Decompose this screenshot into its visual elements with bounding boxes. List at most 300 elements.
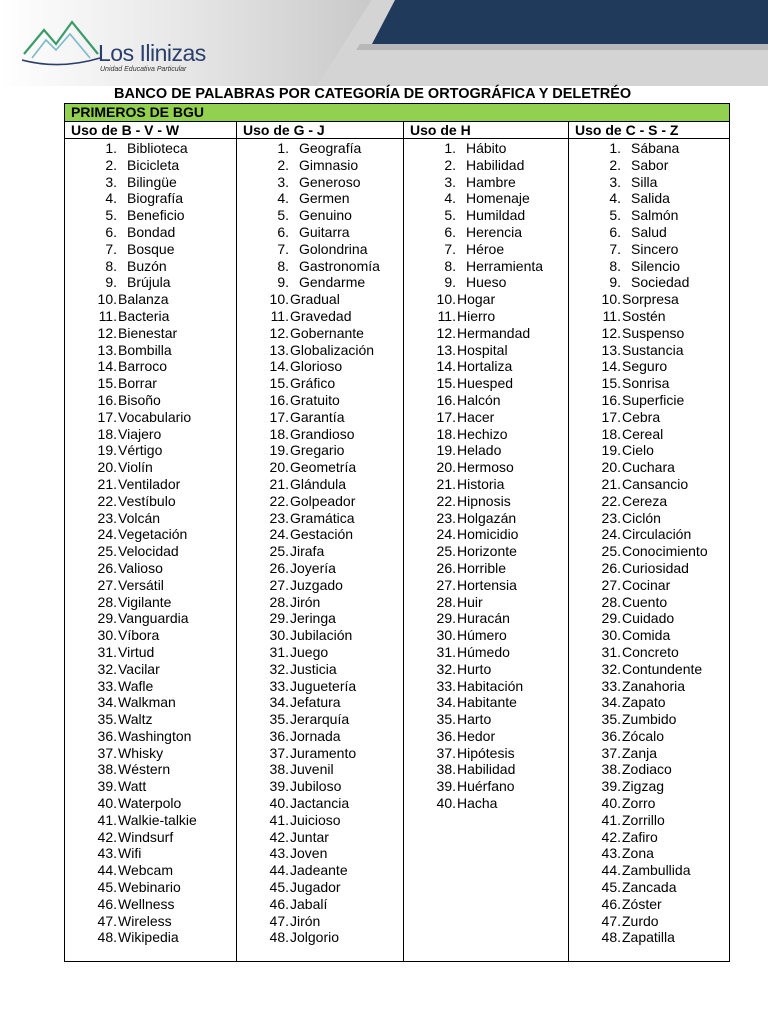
word: Humildad (466, 207, 526, 224)
list-item (65, 426, 236, 443)
word: Gestación (290, 526, 354, 543)
word: Jugador (290, 879, 341, 896)
item-number: 11. (270, 307, 289, 324)
item-number: 33. (97, 677, 117, 694)
item-number: 11. (602, 307, 621, 324)
level-row (65, 104, 730, 122)
list-item (404, 594, 568, 611)
list-item (404, 778, 568, 795)
word: Wifi (118, 845, 142, 862)
list-item (65, 560, 236, 577)
word: Hipótesis (457, 744, 515, 761)
item-number: 36. (269, 727, 289, 744)
item-number: 32. (436, 660, 456, 677)
item-number: 3. (444, 173, 456, 190)
word: Zorrillo (622, 811, 665, 828)
word: Bacteria (118, 307, 170, 324)
item-number: 34. (601, 694, 621, 711)
item-number: 10. (97, 291, 117, 308)
word: Jadeante (290, 862, 348, 879)
item-number: 23. (97, 509, 117, 526)
item-number: 31. (97, 643, 117, 660)
list-item (404, 342, 568, 359)
word: Whisky (118, 744, 164, 761)
list-item (237, 308, 403, 325)
item-number: 6. (105, 223, 117, 240)
word: Cielo (622, 442, 654, 459)
list-item (569, 896, 729, 913)
item-number: 45. (601, 879, 621, 896)
list-item (237, 409, 403, 426)
word: Gastronomía (299, 257, 380, 274)
list-item (65, 325, 236, 342)
word: Golondrina (299, 240, 368, 257)
item-number: 45. (97, 879, 117, 896)
list-item (65, 241, 236, 258)
word: Homicidio (457, 526, 519, 543)
item-number: 2. (444, 156, 456, 173)
word: Bienestar (118, 324, 178, 341)
list-item (569, 745, 729, 762)
list-item (569, 661, 729, 678)
item-number: 13. (269, 341, 289, 358)
list-item (65, 577, 236, 594)
item-number: 40. (601, 795, 621, 812)
list-item (237, 812, 403, 829)
item-number: 25. (97, 543, 117, 560)
item-number: 4. (444, 190, 456, 207)
list-item (404, 711, 568, 728)
item-number: 44. (97, 862, 117, 879)
item-number: 36. (436, 727, 456, 744)
word: Jeringa (290, 610, 336, 627)
word: Hueso (466, 274, 507, 291)
word: Hedor (457, 727, 496, 744)
word: Juguetería (290, 677, 357, 694)
list-item (404, 543, 568, 560)
list-item (237, 610, 403, 627)
word: Hortaliza (457, 358, 513, 375)
item-number: 23. (269, 509, 289, 526)
list-item (237, 325, 403, 342)
column-header-row (65, 122, 730, 139)
list-item (237, 862, 403, 879)
item-number: 19. (436, 442, 456, 459)
word: Hechizo (457, 425, 508, 442)
item-number: 16. (97, 391, 117, 408)
word: Salud (631, 223, 667, 240)
word: Sorpresa (622, 291, 679, 308)
item-number: 23. (436, 509, 456, 526)
list-item (65, 728, 236, 745)
word: Virtud (118, 643, 155, 660)
word: Cocinar (622, 576, 671, 593)
list-item (569, 795, 729, 812)
list-item (569, 644, 729, 661)
item-number: 2. (609, 156, 621, 173)
item-number: 9. (444, 274, 456, 291)
item-number: 21. (269, 475, 289, 492)
list-item (237, 560, 403, 577)
item-number: 16. (601, 391, 621, 408)
list-item (237, 526, 403, 543)
item-number: 48. (269, 929, 289, 946)
list-item (237, 241, 403, 258)
word: Barroco (118, 358, 168, 375)
list-item (65, 694, 236, 711)
list-item (237, 207, 403, 224)
word: Justicia (290, 660, 337, 677)
item-number: 19. (269, 442, 289, 459)
word-list-gj (237, 140, 403, 946)
item-number: 45. (269, 879, 289, 896)
word: Seguro (622, 358, 668, 375)
list-item (404, 678, 568, 695)
word: Hermandad (457, 324, 531, 341)
list-item (65, 745, 236, 762)
list-item (569, 778, 729, 795)
word: Gregario (290, 442, 345, 459)
item-number: 1. (277, 140, 289, 156)
word: Huracán (457, 610, 510, 627)
list-item (569, 711, 729, 728)
item-number: 17. (601, 408, 621, 425)
item-number: 15. (601, 375, 621, 392)
item-number: 4. (609, 190, 621, 207)
list-item (237, 795, 403, 812)
list-item (569, 308, 729, 325)
word: Generoso (299, 173, 361, 190)
list-item (404, 526, 568, 543)
word: Gradual (290, 291, 340, 308)
item-number: 34. (269, 694, 289, 711)
word: Gimnasio (299, 156, 359, 173)
list-item (569, 543, 729, 560)
item-number: 22. (269, 492, 289, 509)
list-item (404, 258, 568, 275)
list-item (65, 661, 236, 678)
item-number: 4. (105, 190, 117, 207)
item-number: 22. (601, 492, 621, 509)
word: Hurto (457, 660, 492, 677)
list-item (569, 342, 729, 359)
word: Huérfano (457, 778, 515, 795)
item-number: 43. (97, 845, 117, 862)
word: Húmero (457, 627, 507, 644)
item-number: 1. (444, 140, 456, 156)
word: Versátil (118, 576, 164, 593)
list-item (65, 207, 236, 224)
list-item (237, 258, 403, 275)
word: Balanza (118, 291, 169, 308)
word: Vestíbulo (118, 492, 176, 509)
item-number: 39. (436, 778, 456, 795)
word: Holgazán (457, 509, 517, 526)
item-number: 31. (601, 643, 621, 660)
item-number: 40. (436, 795, 456, 812)
item-number: 37. (601, 744, 621, 761)
word: Webcam (118, 862, 173, 879)
list-item (237, 291, 403, 308)
list-item (404, 560, 568, 577)
list-item (237, 845, 403, 862)
list-item (237, 358, 403, 375)
item-number: 39. (601, 778, 621, 795)
word: Walkie-talkie (118, 811, 197, 828)
item-number: 12. (97, 324, 117, 341)
word-lists-row (65, 139, 730, 962)
list-item (569, 879, 729, 896)
list-item (404, 442, 568, 459)
word: Horizonte (457, 543, 517, 560)
header-banner (0, 0, 768, 86)
list-item (569, 207, 729, 224)
item-number: 10. (269, 291, 289, 308)
item-number: 39. (97, 778, 117, 795)
list-item (404, 190, 568, 207)
word: Cuento (622, 593, 668, 610)
item-number: 3. (277, 173, 289, 190)
word: Zorro (622, 795, 656, 812)
list-item (569, 174, 729, 191)
list-item (237, 543, 403, 560)
item-number: 18. (601, 425, 621, 442)
list-item (237, 476, 403, 493)
item-number: 7. (277, 240, 289, 257)
word: Biblioteca (127, 140, 188, 156)
list-item (237, 627, 403, 644)
word: Contundente (622, 660, 703, 677)
column-header-h: Uso de H (404, 122, 569, 139)
list-item (65, 375, 236, 392)
list-item (404, 325, 568, 342)
item-number: 6. (444, 223, 456, 240)
word: Herencia (466, 223, 523, 240)
word: Cuchara (622, 459, 675, 476)
word: Zapato (622, 694, 666, 711)
list-item (65, 812, 236, 829)
word: Waterpolo (118, 795, 182, 812)
list-item (65, 308, 236, 325)
item-number: 25. (436, 543, 456, 560)
item-number: 48. (601, 929, 621, 946)
list-item (569, 577, 729, 594)
title-text: BANCO DE PALABRAS POR CATEGORÍA DE ORTOGRÁFICA Y DELETRÉO (114, 86, 632, 102)
list-item (569, 560, 729, 577)
column-h (404, 139, 569, 962)
item-number: 4. (277, 190, 289, 207)
word: Hortensia (457, 576, 517, 593)
word: Huesped (457, 375, 514, 392)
list-item (237, 274, 403, 291)
item-number: 17. (436, 408, 456, 425)
item-number: 27. (97, 576, 117, 593)
list-item (65, 190, 236, 207)
item-number: 41. (97, 811, 117, 828)
item-number: 20. (269, 459, 289, 476)
word: Cereza (622, 492, 668, 509)
word: Gendarme (299, 274, 366, 291)
list-item (237, 510, 403, 527)
list-item (404, 224, 568, 241)
column-header-bvw: Uso de B - V - W (65, 122, 237, 139)
list-item (65, 140, 236, 157)
list-item (569, 493, 729, 510)
list-item (237, 442, 403, 459)
item-number: 36. (97, 727, 117, 744)
item-number: 12. (436, 324, 456, 341)
word: Juramento (290, 744, 357, 761)
word: Harto (457, 711, 492, 728)
item-number: 38. (97, 761, 117, 778)
word: Helado (457, 442, 502, 459)
list-item (569, 862, 729, 879)
word: Vegetación (118, 526, 188, 543)
list-item (569, 241, 729, 258)
word: Jirón (290, 912, 321, 929)
list-item (237, 694, 403, 711)
item-number: 40. (269, 795, 289, 812)
word: Jefatura (290, 694, 341, 711)
list-item (569, 291, 729, 308)
list-item (65, 224, 236, 241)
list-item (237, 778, 403, 795)
word: Wafle (118, 677, 154, 694)
word: Curiosidad (622, 559, 689, 576)
item-number: 35. (436, 711, 456, 728)
column-header-csz: Uso de C - S - Z (569, 122, 730, 139)
mountain-logo-icon (22, 14, 102, 70)
word: Ventilador (118, 475, 181, 492)
list-item (65, 291, 236, 308)
word: Jerarquía (290, 711, 350, 728)
word: Biografía (127, 190, 184, 207)
item-number: 30. (601, 627, 621, 644)
logo-name: Los Ilinizas (98, 40, 206, 66)
word: Jubiloso (290, 778, 342, 795)
item-number: 5. (105, 207, 117, 224)
word-list-h (404, 140, 568, 812)
item-number: 17. (97, 408, 117, 425)
item-number: 27. (269, 576, 289, 593)
word: Zócalo (622, 727, 665, 744)
word: Sostén (622, 307, 666, 324)
word: Vacilar (118, 660, 160, 677)
word: Jactancia (290, 795, 350, 812)
item-number: 38. (269, 761, 289, 778)
list-item (569, 392, 729, 409)
item-number: 26. (269, 559, 289, 576)
list-item (404, 207, 568, 224)
item-number: 24. (97, 526, 117, 543)
word: Sociedad (631, 274, 690, 291)
word: Bombilla (118, 341, 172, 358)
word: Zafiro (622, 828, 658, 845)
list-item (569, 526, 729, 543)
word: Viajero (118, 425, 162, 442)
list-item (569, 140, 729, 157)
item-number: 41. (601, 811, 621, 828)
list-item (237, 761, 403, 778)
list-item (65, 342, 236, 359)
item-number: 40. (97, 795, 117, 812)
word: Jabalí (290, 895, 328, 912)
word: Germen (299, 190, 350, 207)
list-item (237, 577, 403, 594)
word: Ciclón (622, 509, 661, 526)
list-item (569, 442, 729, 459)
item-number: 30. (269, 627, 289, 644)
list-item (404, 745, 568, 762)
word: Vértigo (118, 442, 163, 459)
list-item (65, 644, 236, 661)
word: Hospital (457, 341, 508, 358)
word: Homenaje (466, 190, 530, 207)
list-item (65, 879, 236, 896)
list-item (65, 678, 236, 695)
list-item (569, 224, 729, 241)
item-number: 35. (97, 711, 117, 728)
list-item (569, 627, 729, 644)
list-item (65, 493, 236, 510)
item-number: 13. (97, 341, 117, 358)
item-number: 15. (436, 375, 456, 392)
word: Húmedo (457, 643, 510, 660)
item-number: 12. (601, 324, 621, 341)
word: Vanguardia (118, 610, 189, 627)
list-item (65, 929, 236, 946)
item-number: 21. (601, 475, 621, 492)
list-item (404, 157, 568, 174)
item-number: 5. (277, 207, 289, 224)
list-item (65, 442, 236, 459)
word: Watt (118, 778, 147, 795)
item-number: 34. (97, 694, 117, 711)
word: Wikipedia (118, 929, 179, 946)
word: Jirafa (290, 543, 325, 560)
item-number: 14. (97, 358, 117, 375)
word: Bisoño (118, 391, 161, 408)
item-number: 32. (601, 660, 621, 677)
item-number: 7. (105, 240, 117, 257)
word: Zancada (622, 879, 677, 896)
item-number: 3. (105, 173, 117, 190)
item-number: 2. (277, 156, 289, 173)
item-number: 29. (436, 610, 456, 627)
list-item (404, 459, 568, 476)
item-number: 16. (269, 391, 289, 408)
word: Habitante (457, 694, 517, 711)
list-item (404, 627, 568, 644)
list-item (65, 476, 236, 493)
word: Sustancia (622, 341, 684, 358)
item-number: 32. (97, 660, 117, 677)
list-item (65, 526, 236, 543)
item-number: 14. (269, 358, 289, 375)
word: Conocimiento (622, 543, 708, 560)
item-number: 33. (436, 677, 456, 694)
item-number: 44. (269, 862, 289, 879)
list-item (65, 610, 236, 627)
list-item (569, 812, 729, 829)
list-item (237, 678, 403, 695)
item-number: 30. (97, 627, 117, 644)
list-item (404, 577, 568, 594)
item-number: 42. (269, 828, 289, 845)
item-number: 3. (609, 173, 621, 190)
list-item (237, 896, 403, 913)
item-number: 24. (269, 526, 289, 543)
